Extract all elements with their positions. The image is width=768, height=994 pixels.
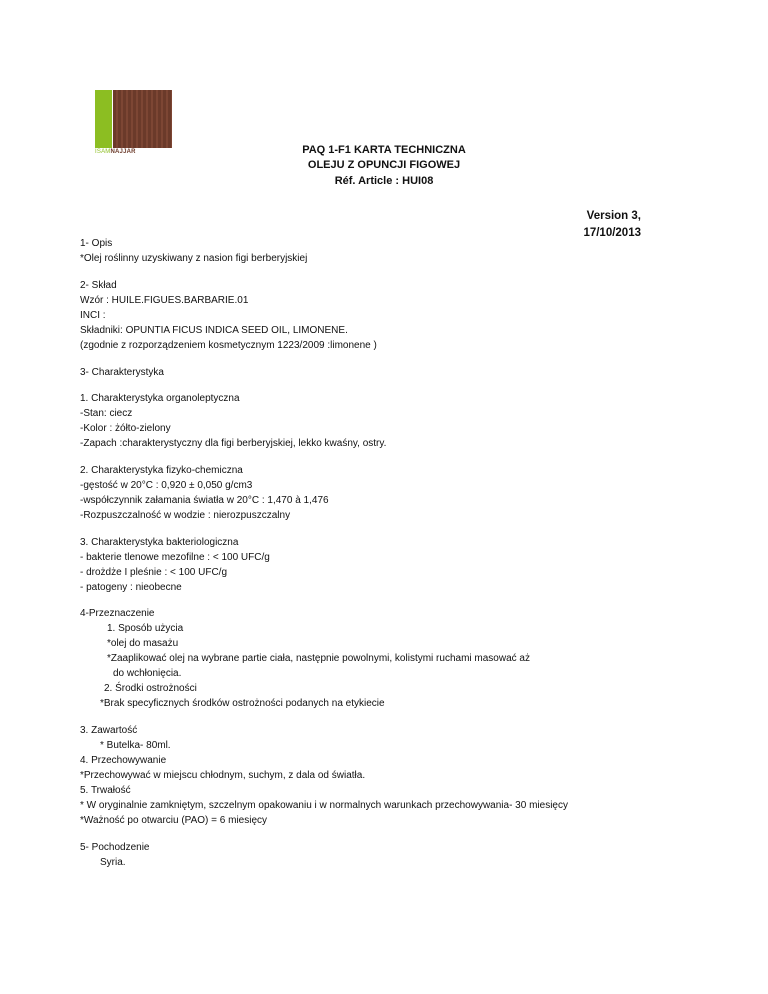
contents-bottle: * Butelka- 80ml. — [100, 740, 171, 751]
section-origin-heading: 5- Pochodzenie — [80, 842, 150, 853]
physicochemical-refraction: -współczynnik załamania światła w 20°C : 1,470 à 1,476 — [80, 495, 329, 506]
document-subtitle: OLEJU Z OPUNCJI FIGOWEJ — [307, 159, 461, 171]
usage-instructions: *Zaaplikować olej na wybrane partie ciała, następnie powolnymi, kolistymi ruchami masować aż — [107, 653, 530, 664]
physicochemical-heading: 2. Charakterystyka fizyko-chemiczna — [80, 465, 243, 476]
article-reference: Réf. Article : HUI08 — [334, 175, 434, 187]
formula-line: Wzór : HUILE.FIGUES.BARBARIE.01 — [80, 295, 249, 306]
usage-instructions-cont: do wchłonięcia. — [113, 668, 182, 679]
bacteriological-pathogens: - patogeny : nieobecne — [80, 582, 182, 593]
shelf-life-heading: 5. Trwałość — [80, 785, 131, 796]
logo-brown-block — [113, 90, 172, 148]
version-label: Version 3, — [586, 210, 641, 222]
organoleptic-heading: 1. Charakterystyka organoleptyczna — [80, 393, 240, 404]
section-purpose-heading: 4-Przeznaczenie — [80, 608, 155, 619]
shelf-life-pao: *Ważność po otwarciu (PAO) = 6 miesięcy — [80, 815, 268, 826]
organoleptic-color: -Kolor : żółto-zielony — [80, 423, 171, 434]
logo-green-bar — [95, 90, 112, 148]
section-characteristics-heading: 3- Charakterystyka — [80, 367, 164, 378]
usage-massage: *olej do masażu — [107, 638, 179, 649]
physicochemical-solubility: -Rozpuszczalność w wodzie : nierozpuszczalny — [80, 510, 291, 521]
usage-heading: 1. Sposób użycia — [107, 623, 184, 634]
storage-text: *Przechowywać w miejscu chłodnym, suchym, z dala od światła. — [80, 770, 366, 781]
ingredients-line: Składniki: OPUNTIA FICUS INDICA SEED OIL, LIMONENE. — [80, 325, 348, 336]
contents-heading: 3. Zawartość — [80, 725, 138, 736]
bacteriological-yeast: - drożdże I pleśnie : < 100 UFC/g — [80, 567, 228, 578]
document-title: PAQ 1-F1 KARTA TECHNICZNA — [302, 144, 466, 156]
storage-heading: 4. Przechowywanie — [80, 755, 167, 766]
section-composition-heading: 2- Skład — [80, 280, 117, 291]
logo-wordmark: ISAMNAJJAR — [95, 149, 136, 155]
precautions-heading: 2. Środki ostrożności — [104, 683, 197, 694]
inci-line: INCI : — [80, 310, 106, 321]
organoleptic-state: -Stan: ciecz — [80, 408, 133, 419]
version-date: 17/10/2013 — [583, 227, 641, 239]
origin-country: Syria. — [100, 857, 126, 868]
regulation-line: (zgodnie z rozporządzeniem kosmetycznym 1223/2009 :limonene ) — [80, 340, 377, 351]
description-text: *Olej roślinny uzyskiwany z nasion figi berberyjskiej — [80, 253, 308, 264]
section-description-heading: 1- Opis — [80, 238, 113, 249]
organoleptic-odor: -Zapach :charakterystyczny dla figi berberyjskiej, lekko kwaśny, ostry. — [80, 438, 387, 449]
shelf-life-unopened: * W oryginalnie zamkniętym, szczelnym opakowaniu i w normalnych warunkach przechowywania- 30 miesięcy — [80, 800, 568, 811]
bacteriological-aerobic: - bakterie tlenowe mezofilne : < 100 UFC/g — [80, 552, 270, 563]
bacteriological-heading: 3. Charakterystyka bakteriologiczna — [80, 537, 239, 548]
physicochemical-density: -gęstość w 20°C : 0,920 ± 0,050 g/cm3 — [80, 480, 253, 491]
version-block — [583, 208, 641, 242]
precautions-text: *Brak specyficznych środków ostrożności podanych na etykiecie — [100, 698, 385, 709]
